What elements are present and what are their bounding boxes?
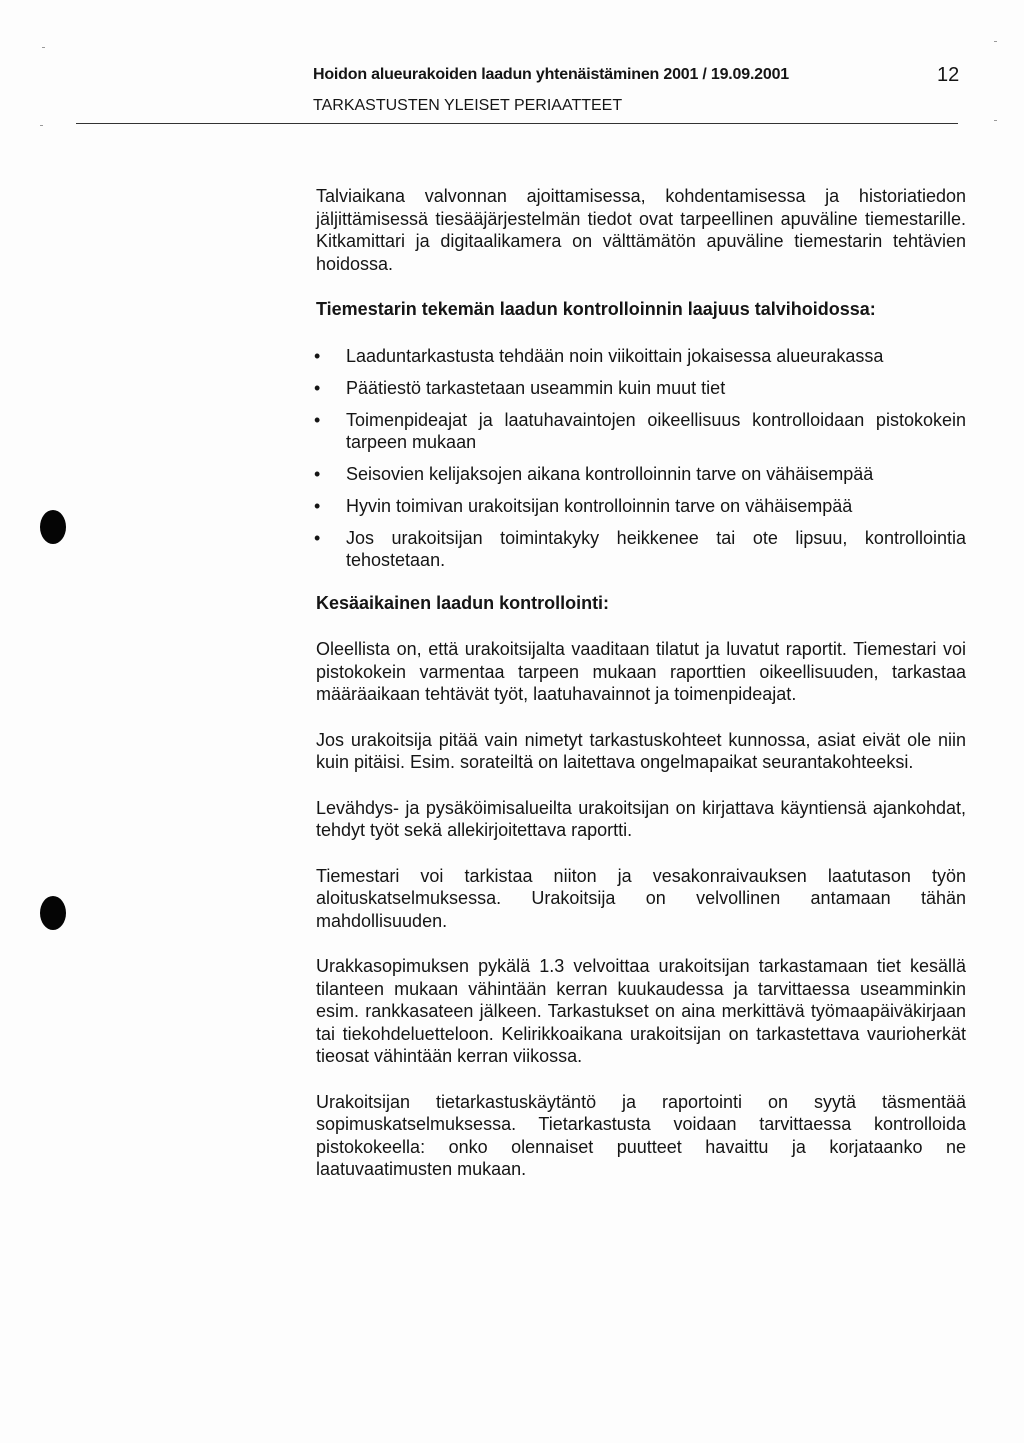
bullet-icon: • [314,463,321,484]
punch-hole [40,510,66,544]
bullet-icon: • [314,345,321,366]
page-number: 12 [937,64,960,86]
bullet-icon: • [314,377,321,398]
winter-bullet-list [316,345,966,571]
scan-mark [42,47,45,48]
document-header-title: Hoidon alueurakoiden laadun yhtenäistäminen 2001 / 19.09.2001 [313,66,789,83]
bullet-item: • Toimenpideajat ja laatuhavaintojen oikeellisuus kontrolloidaan pistokokein tarpeen mukaan [314,409,966,452]
summer-paragraph: Oleellista on, että urakoitsijalta vaaditaan tilatut ja luvatut raportit. Tiemestari voi pistokokein varmentaa tarpeen mukaan raporttien oikeellisuuden, tarkastaa määräaikaan tehtävät työt, laatuhavainnot ja toimenpideajat. [316,639,966,704]
bullet-item: • Jos urakoitsijan toimintakyky heikkenee tai ote lipsuu, kontrollointia tehostetaan. [314,527,966,570]
summer-section-heading: Kesäaikainen laadun kontrollointi: [316,592,610,613]
punch-hole [40,896,66,930]
header-divider [76,123,958,124]
bullet-item: • Seisovien kelijaksojen aikana kontrolloinnin tarve on vähäisempää [314,463,874,484]
section-header: TARKASTUSTEN YLEISET PERIAATTEET [313,97,623,114]
bullet-icon: • [314,409,321,430]
bullet-item: • Päätiestö tarkastetaan useammin kuin muut tiet [314,377,726,398]
scan-mark [994,120,997,121]
document-body [316,185,966,1204]
summer-paragraph: Jos urakoitsija pitää vain nimetyt tarkastuskohteet kunnossa, asiat eivät ole niin kuin pitäisi. Esim. sorateiltä on laitettava ongelmapaikat seurantakohteeksi. [316,729,966,772]
summer-paragraph: Tiemestari voi tarkistaa niiton ja vesakonraivauksen laatutason työn aloituskatselmuksessa. Urakoitsija on velvollinen antamaan tähän mahdollisuuden. [316,865,966,931]
summer-paragraph: Urakoitsijan tietarkastuskäytäntö ja raportointi on syytä täsmentää sopimuskatselmuksessa. Tietarkastusta voidaan tarvittaessa kontrolloida pistokokeella: onko olennaiset puutteet havaittu ja korjataanko ne laatuvaatimusten mukaan. [316,1091,966,1179]
intro-paragraph: Talviaikana valvonnan ajoittamisessa, kohdentamisessa ja historiatiedon jäljittämisessä tiesääjärjestelmän tiedot ovat tarpeellinen apuväline tiemestarille. Kitkamittari ja digitaalikamera on välttämätön apuväline tiemestarin tehtävien hoidossa. [316,186,966,274]
scan-mark [40,125,43,126]
scan-mark [994,41,997,42]
summer-paragraph: Levähdys- ja pysäköimisalueilta urakoitsijan on kirjattava käyntiensä ajankohdat, tehdyt työt sekä allekirjoitettava raportti. [316,797,966,840]
bullet-icon: • [314,495,321,516]
bullet-item: • Hyvin toimivan urakoitsijan kontrolloinnin tarve on vähäisempää [314,495,853,516]
summer-paragraph: Urakkasopimuksen pykälä 1.3 velvoittaa urakoitsijan tarkastamaan tiet kesällä tilanteen mukaan vähintään kerran kuukaudessa ja tarvittaessa useamminkin esim. rankkasateen jälkeen. Tarkastukset on aina merkittävä työmaapäiväkirjaan tai tiekohdeluetteloon. Kelirikkoaikana urakoitsijan on tarkastettava vaurioherkät tieosat vähintään kerran viikossa. [316,956,966,1066]
bullet-item: • Laaduntarkastusta tehdään noin viikoittain jokaisessa alueurakassa [314,345,884,366]
bullet-icon: • [314,527,321,548]
winter-section-heading: Tiemestarin tekemän laadun kontrolloinnin laajuus talvihoidossa: [316,299,876,319]
